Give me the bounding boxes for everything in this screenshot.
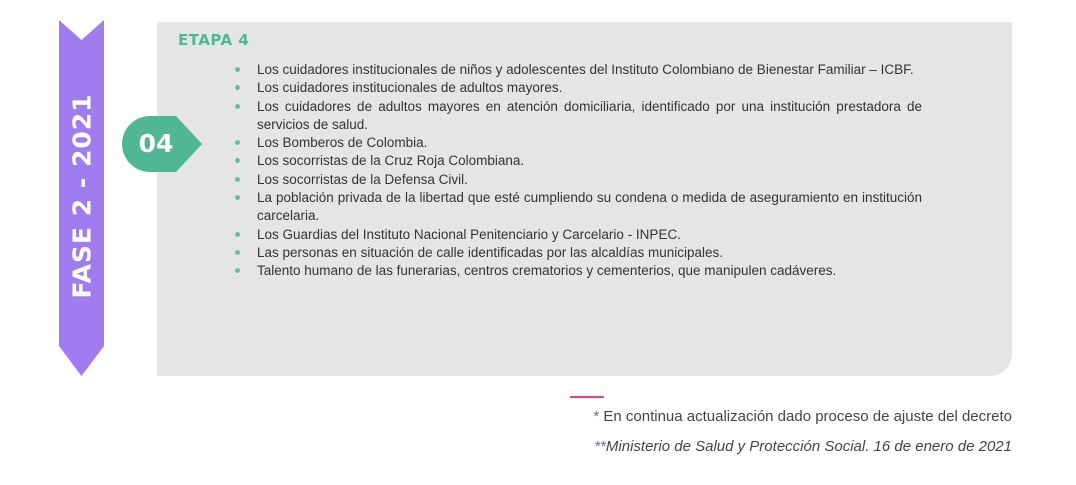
bullet-dot-icon [235, 195, 240, 200]
list-item [232, 98, 922, 135]
bullet-dot-icon [235, 177, 240, 182]
footnote-update [593, 408, 1012, 425]
footnote-divider [570, 396, 604, 398]
list-item-text: Talento humano de las funerarias, centros crematorios y cementerios, que manipulen cadáveres. [257, 263, 837, 279]
footnote-marker: ** [594, 438, 606, 455]
footnote-marker: * [593, 408, 600, 425]
bullet-dot-icon [235, 158, 240, 163]
list-item [232, 226, 922, 244]
bullet-dot-icon [235, 104, 240, 109]
phase-label: FASE 2 - 2021 [67, 93, 97, 299]
stage-number-badge [122, 116, 204, 172]
stage-number: 04 [138, 129, 174, 158]
list-item-text: Los Bomberos de Colombia. [257, 135, 428, 151]
list-item [232, 152, 922, 170]
list-item-text: Los Guardias del Instituto Nacional Penitenciario y Carcelario - INPEC. [257, 226, 681, 242]
list-item [232, 171, 922, 189]
list-item-text: La población privada de la libertad que esté cumpliendo su condena o medida de aseguramiento en institución carcelaria. [257, 190, 922, 224]
bullet-dot-icon [235, 268, 240, 273]
bullet-dot-icon [235, 232, 240, 237]
footnote-source [594, 438, 1012, 455]
list-item-text: Las personas en situación de calle identificadas por las alcaldías municipales. [257, 244, 724, 260]
list-item-text: Los cuidadores de adultos mayores en atención domiciliaria, identificado por una institución prestadora de servicios de salud. [257, 98, 922, 132]
footnote-update-text: En continua actualización dado proceso de ajuste del decreto [599, 408, 1012, 425]
list-item [232, 134, 922, 152]
list-item-text: Los socorristas de la Defensa Civil. [257, 171, 468, 187]
list-item [232, 244, 922, 262]
bullet-dot-icon [235, 67, 240, 72]
list-item-text: Los cuidadores institucionales de niños y adolescentes del Instituto Colombiano de Bienestar Familiar – ICBF. [257, 62, 914, 77]
list-item-text: Los cuidadores institucionales de adultos mayores. [257, 80, 563, 96]
bullet-dot-icon [235, 85, 240, 90]
bullet-dot-icon [235, 140, 240, 145]
list-item [232, 79, 922, 97]
list-item-text: Los socorristas de la Cruz Roja Colombiana. [257, 153, 525, 169]
eligible-groups-list [232, 61, 922, 281]
bullet-dot-icon [235, 250, 240, 255]
stage-title: ETAPA 4 [178, 31, 250, 49]
list-item [232, 189, 922, 226]
list-item [232, 61, 922, 79]
footnote-source-text: Ministerio de Salud y Protección Social. 16 de enero de 2021 [605, 438, 1012, 455]
list-item [232, 262, 922, 280]
